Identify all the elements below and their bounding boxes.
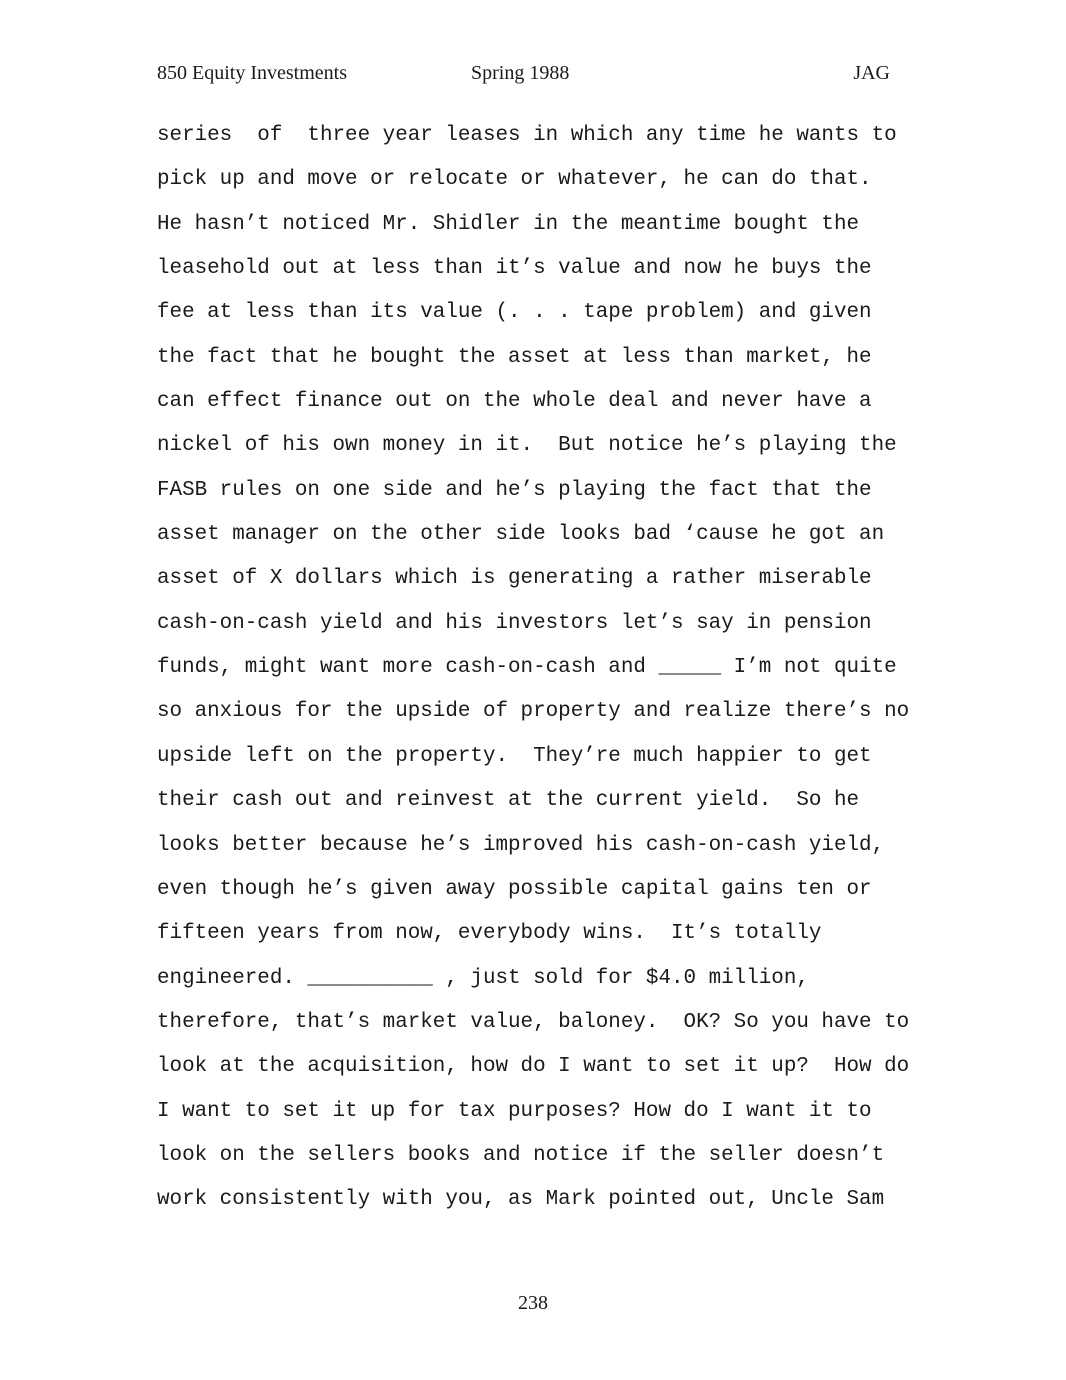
text-line: the fact that he bought the asset at less than market, he	[157, 345, 872, 369]
text-line: fifteen years from now, everybody wins. It’s totally	[157, 922, 822, 946]
page-header	[157, 62, 890, 92]
header-author-initials: JAG	[853, 62, 890, 84]
text-line: He hasn’t noticed Mr. Shidler in the meantime bought the	[157, 212, 860, 236]
text-line: engineered. __________ , just sold for $4.0 million,	[157, 966, 809, 990]
text-line: upside left on the property. They’re much happier to get	[157, 744, 872, 768]
text-line: fee at less than its value (. . . tape problem) and given	[157, 301, 872, 325]
text-line: series of three year leases in which any time he wants to	[157, 124, 897, 147]
text-line: nickel of his own money in it. But notice he’s playing the	[157, 434, 897, 458]
text-line: work consistently with you, as Mark pointed out, Uncle Sam	[157, 1188, 885, 1212]
text-line: so anxious for the upside of property and realize there’s no	[157, 700, 910, 724]
page-number: 238	[518, 1292, 548, 1314]
text-line: therefore, that’s market value, baloney. OK? So you have to	[157, 1010, 910, 1034]
text-line: cash-on-cash yield and his investors let’s say in pension	[157, 611, 872, 635]
text-line: look on the sellers books and notice if the seller doesn’t	[157, 1143, 885, 1167]
text-line: looks better because he’s improved his cash-on-cash yield,	[157, 833, 885, 857]
text-line: FASB rules on one side and he’s playing the fact that the	[157, 478, 872, 502]
text-line: leasehold out at less than it’s value and now he buys the	[157, 257, 872, 281]
header-term: Spring 1988	[471, 62, 570, 84]
text-line: asset manager on the other side looks bad ‘cause he got an	[157, 523, 885, 547]
text-line: look at the acquisition, how do I want to set it up? How do	[157, 1055, 910, 1079]
text-line: asset of X dollars which is generating a rather miserable	[157, 567, 872, 591]
text-line: can effect finance out on the whole deal and never have a	[157, 390, 872, 414]
text-line: pick up and move or relocate or whatever, he can do that.	[157, 168, 872, 192]
text-line: their cash out and reinvest at the current yield. So he	[157, 789, 860, 813]
text-line: even though he’s given away possible capital gains ten or	[157, 877, 872, 901]
header-course-title: 850 Equity Investments	[157, 62, 347, 84]
text-line: I want to set it up for tax purposes? How do I want it to	[157, 1099, 872, 1123]
text-line: funds, might want more cash-on-cash and _____ I’m not quite	[157, 656, 897, 680]
transcript-body	[157, 120, 937, 1229]
